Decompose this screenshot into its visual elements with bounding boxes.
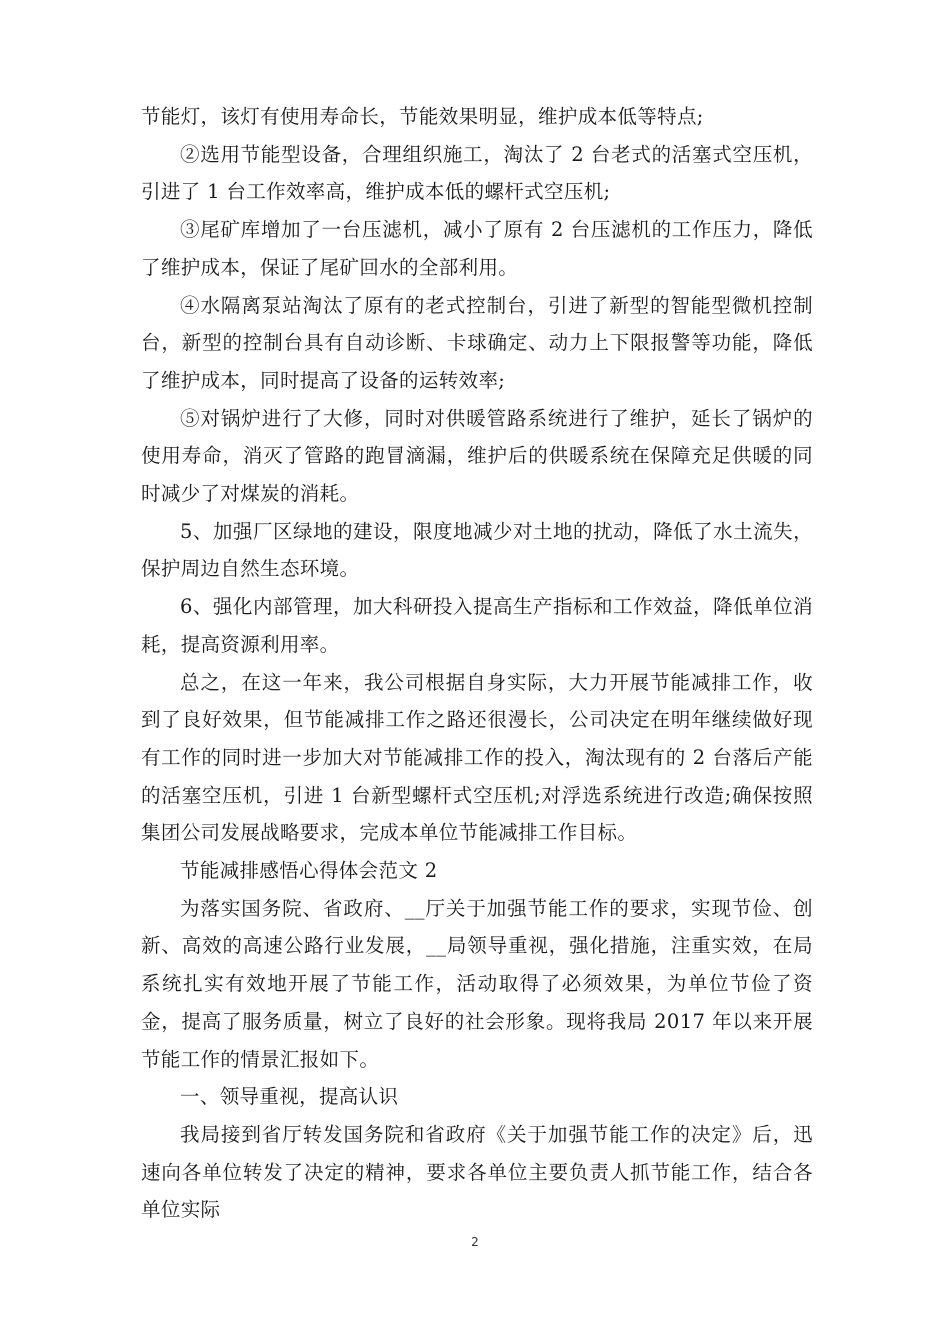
- paragraph-10: 我局接到省厅转发国务院和省政府《关于加强节能工作的决定》后，迅速向各单位转发了决定的精神，要求各单位主要负责人抓节能工作，结合各单位实际: [141, 1122, 813, 1222]
- paragraph-9: 为落实国务院、省政府、__厅关于加强节能工作的要求，实现节俭、创新、高效的高速公路行业发展，__局领导重视，强化措施，注重实效，在局系统扎实有效地开展了节能工作，活动取得了必须效果，为单位节俭了资金，提高了服务质量，树立了良好的社会形象。现将我局 2017 年以来开展节能工作的情景汇报如下。: [141, 896, 813, 1071]
- paragraph-6: 5、加强厂区绿地的建设，限度地减少对土地的扰动，降低了水土流失，保护周边自然生态环境。: [141, 519, 813, 581]
- document-body: [141, 98, 813, 1229]
- paragraph-3: ③尾矿库增加了一台压滤机，减小了原有 2 台压滤机的工作压力，降低了维护成本，保证了尾矿回水的全部利用。: [141, 218, 813, 279]
- page-number: 2: [471, 1235, 479, 1249]
- paragraph-4: ④水隔离泵站淘汰了原有的老式控制台，引进了新型的智能型微机控制台，新型的控制台具有自动诊断、卡球确定、动力上下限报警等功能，降低了维护成本，同时提高了设备的运转效率;: [141, 293, 813, 392]
- paragraph-1: 节能灯，该灯有使用寿命长，节能效果明显，维护成本低等特点;: [141, 105, 704, 128]
- section-heading-1: 一、领导重视，提高认识: [180, 1085, 399, 1109]
- paragraph-7: 6、强化内部管理，加大科研投入提高生产指标和工作效益，降低单位消耗，提高资源利用率。: [141, 595, 813, 656]
- paragraph-2: ②选用节能型设备，合理组织施工，淘汰了 2 台老式的活塞式空压机，引进了 1 台工作效率高，维护成本低的螺杆式空压机;: [141, 142, 813, 204]
- paragraph-5: ⑤对锅炉进行了大修，同时对供暖管路系统进行了维护，延长了锅炉的使用寿命，消灭了管路的跑冒滴漏，维护后的供暖系统在保障充足供暖的同时减少了对煤炭的消耗。: [141, 406, 813, 506]
- paragraph-8: 总之，在这一年来，我公司根据自身实际，大力开展节能减排工作，收到了良好效果，但节能减排工作之路还很漫长，公司决定在明年继续做好现有工作的同时进一步加大对节能减排工作的投入，淘汰现有的 2 台落后产能的活塞空压机，引进 1 台新型螺杆式空压机;对浮选系统进行改造;确保按照集团公司发展战略要求，完成本单位节能减排工作目标。: [141, 670, 813, 845]
- section-title: 节能减排感悟心得体会范文 2: [180, 859, 438, 883]
